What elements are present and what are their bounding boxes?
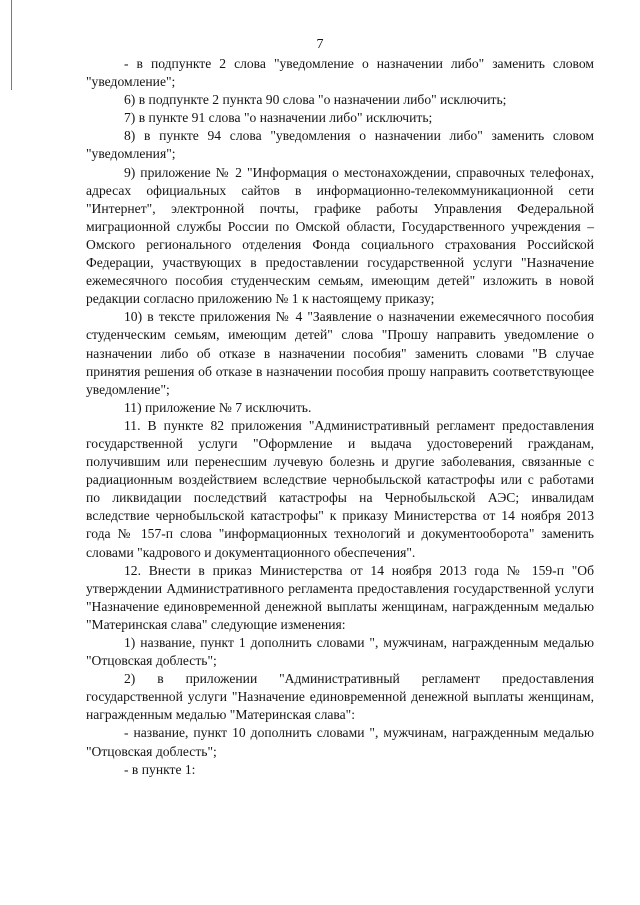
paragraph-10: 1) название, пункт 1 дополнить словами ", мужчинам, награжденным медалью "Отцовская доблесть"; — [86, 635, 594, 669]
paragraph-1: - в подпункте 2 слова "уведомление о назначении либо" заменить словом "уведомление"; — [86, 56, 594, 90]
document-body — [86, 55, 594, 779]
paragraph-13: - в пункте 1: — [124, 761, 196, 777]
paragraph-9: 12. Внести в приказ Министерства от 14 ноября 2013 года № 159-п "Об утверждении Административного регламента предоставления государственной услуги "Назначение единовременной денежной выплаты женщинам, награжденным медалью "Материнская слава" следующие изменения: — [86, 562, 594, 632]
paragraph-11: 2) в приложении "Административный регламент предоставления государственной услуги "Назначение единовременной денежной выплаты женщинам, награжденным медалью "Материнская слава": — [86, 671, 594, 723]
paragraph-4: 8) в пункте 94 слова "уведомления о назначении либо" заменить словом "уведомления"; — [86, 128, 594, 162]
paragraph-6: 10) в тексте приложения № 4 "Заявление о назначении ежемесячного пособия студенческим семьям, имеющим детей" слова "Прошу направить уведомление о назначении либо об отказе в назначении пособия" заменить словами "В случае принятия решения об отказе в назначении пособия прошу направить соответствующее уведомление"; — [86, 309, 594, 397]
paragraph-2: 6) в подпункте 2 пункта 90 слова "о назначении либо" исключить; — [124, 92, 507, 108]
paragraph-12: - название, пункт 10 дополнить словами ", мужчинам, награжденным медалью "Отцовская доблесть"; — [86, 725, 594, 759]
paragraph-7: 11) приложение № 7 исключить. — [124, 399, 312, 415]
paragraph-3: 7) в пункте 91 слова "о назначении либо" исключить; — [124, 110, 433, 126]
paragraph-5: 9) приложение № 2 "Информация о местонахождении, справочных телефонах, адресах официальных сайтов в информационно-телекоммуникационной сети "Интернет", электронной почты, графике работы Управления Федеральной миграционной службы России по Омской области, Государственного учреждения – Омского регионального отделения Фонда социального страхования Российской Федерации, участвующих в предоставлении государственной услуги "Назначение ежемесячного пособия студенческим семьям, имеющим детей" изложить в новой редакции согласно приложению № 1 к настоящему приказу; — [86, 164, 594, 307]
paragraph-8: 11. В пункте 82 приложения "Административный регламент предоставления государственной услуги "Оформление и выдача удостоверений гражданам, получившим или перенесшим лучевую болезнь и другие заболевания, связанные с радиационным воздействием вследствие чернобыльской катастрофы или с работами по ликвидации последствий катастрофы на Чернобыльской АЭС; инвалидам вследствие чернобыльской катастрофы" к приказу Министерства от 14 ноября 2013 года № 157-п слова "информационных технологий и документооборота" заменить словами "кадрового и документационного обеспечения". — [86, 417, 594, 560]
page-number: 7 — [316, 37, 324, 52]
